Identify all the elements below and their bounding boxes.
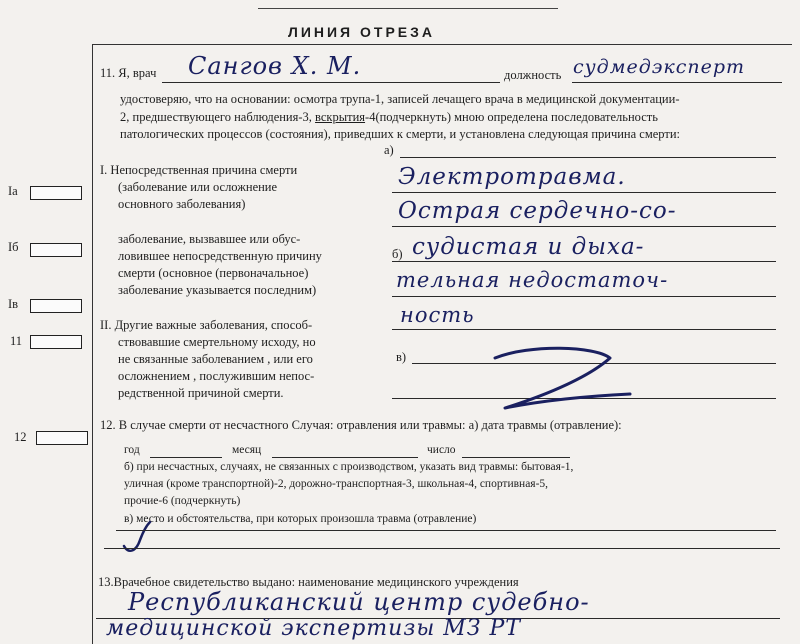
- certify-line-3: патологических процессов (состояния), приведших к смерти, и установлена следующая причина смерти:: [120, 127, 680, 141]
- institution-handwritten-2: медицинской экспертизы МЗ РТ: [106, 616, 521, 641]
- month-label: месяц: [232, 444, 262, 456]
- cause-handwritten-1: Электротравма.: [398, 164, 626, 190]
- code-iv-box[interactable]: [30, 299, 82, 313]
- section-13-label: 13.Врачебное свидетельство выдано: наименование медицинского учреждения: [98, 575, 519, 589]
- year-label: год: [124, 444, 140, 456]
- cause-line-4: [392, 261, 776, 262]
- cause-handwritten-4: тельная недостаточ-: [396, 268, 669, 292]
- cause-line-3: [392, 226, 776, 227]
- day-field[interactable]: [462, 457, 570, 458]
- other-diseases-l4: осложнением , послужившим непос-: [118, 369, 315, 383]
- underlying-cause-l2: ловившее непосредственную причину: [118, 249, 322, 263]
- doctor-name-handwritten: Сангов Х. М.: [188, 52, 362, 80]
- direct-cause-l1: I. Непосредственная причина смерти: [100, 163, 298, 177]
- code-11-label: 11: [10, 334, 23, 348]
- code-12-box[interactable]: [36, 431, 88, 445]
- cause-a-label: а): [384, 143, 394, 157]
- month-field[interactable]: [272, 457, 418, 458]
- certify-autopsy-underlined: вскрытия: [315, 110, 366, 124]
- section-12-title: 12. В случае смерти от несчастного Случая: отравления или травмы: а) дата травмы (отравление):: [100, 418, 622, 432]
- cut-line-header: ЛИНИЯ ОТРЕЗА: [288, 24, 436, 40]
- cause-handwritten-5: ность: [400, 303, 475, 327]
- injury-type-l1: б) при несчастных, случаях, не связанных с производством, указать вид травмы: бытовая-1,: [124, 461, 574, 473]
- cause-b-label: б): [392, 247, 403, 261]
- certify-line-2: [120, 110, 658, 125]
- underlying-cause-l1: заболевание, вызвавшее или обус-: [118, 232, 301, 246]
- other-diseases-l3: не связанные заболеванием , или его: [118, 352, 313, 366]
- cause-handwritten-2: Острая сердечно-со-: [398, 198, 677, 224]
- code-ib-label: Iб: [8, 240, 19, 254]
- z-strike-scribble: [400, 336, 640, 426]
- certify-line-2c: -4(подчеркнуть) мною определена последовательность: [365, 110, 658, 124]
- other-diseases-l2: ствовавшие смертельному исходу, но: [118, 335, 316, 349]
- code-ia-box[interactable]: [30, 186, 82, 200]
- underlying-cause-l3: смерти (основное (первоначальное): [118, 266, 309, 280]
- cut-line-top: [258, 8, 558, 9]
- injury-place-label: в) место и обстоятельства, при которых произошла травма (отравление): [124, 513, 477, 525]
- cause-line-2: [392, 192, 776, 193]
- code-12-label: 12: [14, 430, 27, 444]
- direct-cause-l2: (заболевание или осложнение: [118, 180, 278, 194]
- position-handwritten: судмедэксперт: [573, 56, 746, 78]
- institution-handwritten-1: Республиканский центр судебно-: [128, 588, 590, 616]
- code-iv-label: Iв: [8, 297, 19, 311]
- position-label: должность: [504, 68, 562, 82]
- year-field[interactable]: [150, 457, 222, 458]
- other-diseases-l1: II. Другие важные заболевания, способ-: [100, 318, 313, 332]
- injury-type-l2: уличная (кроме транспортной)-2, дорожно-транспортная-3, школьная-4, спортивная-5,: [124, 478, 549, 490]
- injury-place-line-1: [116, 530, 776, 531]
- left-margin-line: [92, 44, 93, 644]
- cause-line-5: [392, 296, 776, 297]
- code-ia-label: Iа: [8, 184, 18, 198]
- direct-cause-l3: основного заболевания): [118, 197, 246, 211]
- position-line: [572, 82, 782, 83]
- day-label: число: [427, 444, 456, 456]
- cause-line-6: [392, 329, 776, 330]
- doctor-name-line: [162, 82, 500, 83]
- cause-handwritten-3: судистая и дыха-: [412, 234, 645, 260]
- doctor-prefix: 11. Я, врач: [100, 66, 157, 80]
- checkmark-scribble: [118, 516, 158, 558]
- underlying-cause-l4: заболевание указывается последним): [118, 283, 317, 297]
- certify-line-1: удостоверяю, что на основании: осмотра трупа-1, записей лечащего врача в медицинской документации-: [120, 92, 680, 106]
- header-rule: [92, 44, 792, 45]
- code-11-box[interactable]: [30, 335, 82, 349]
- certify-line-2a: 2, предшествующего наблюдения-3,: [120, 110, 316, 124]
- injury-place-line-2: [104, 548, 780, 549]
- code-ib-box[interactable]: [30, 243, 82, 257]
- cause-v-label: в): [396, 350, 407, 364]
- other-diseases-l5: редственной причиной смерти.: [118, 386, 284, 400]
- injury-type-l3: прочие-6 (подчеркнуть): [124, 495, 241, 507]
- cause-a-line: [400, 157, 776, 158]
